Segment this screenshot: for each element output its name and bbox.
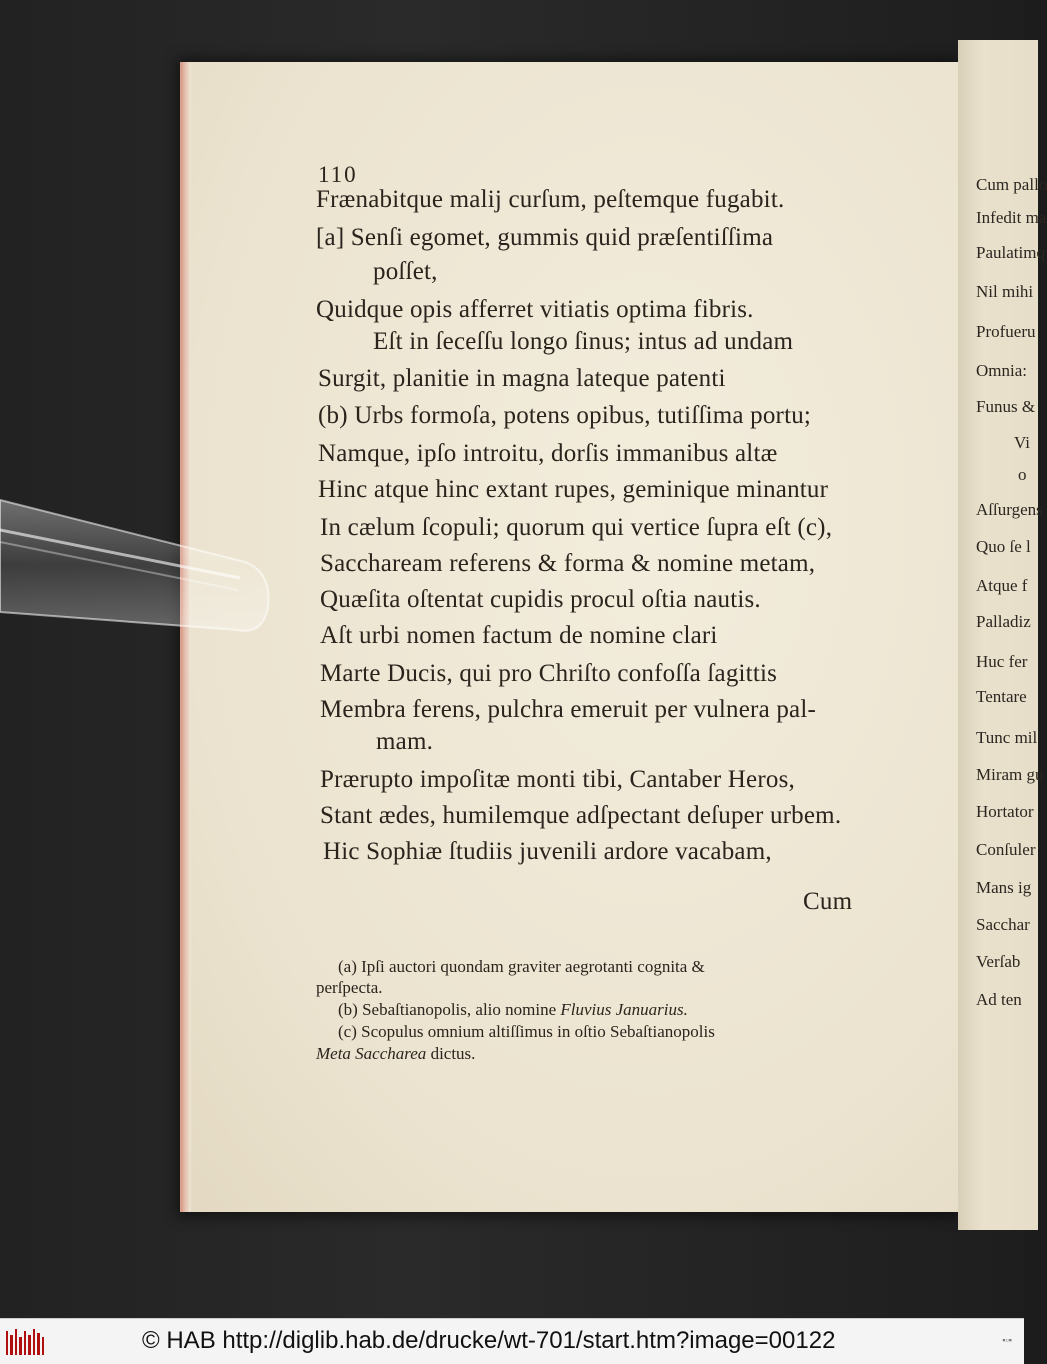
facing-line: Nil mihi xyxy=(976,282,1034,301)
facing-line: Tunc mil xyxy=(976,728,1038,747)
verse-line: Quidque opis afferret vitiatis optima fibris. xyxy=(316,296,754,323)
verse-line: Hinc atque hinc extant rupes, geminique minantur xyxy=(318,476,829,503)
verse-line: [a] Senſi egomet, gummis quid præſentiſſima xyxy=(316,224,774,251)
verse-line: Eſt in ſeceſſu longo ſinus; intus ad undam xyxy=(373,328,794,355)
facing-line: Atque f xyxy=(976,576,1028,595)
page-number: 110 xyxy=(318,162,358,187)
facing-line: Palladiz xyxy=(976,612,1031,631)
verse-line: Surgit, planitie in magna lateque patenti xyxy=(318,365,726,392)
footnote-c-italic: Meta Saccharea xyxy=(316,1044,427,1063)
facing-line: Aſſurgens xyxy=(976,500,1043,519)
footnote-c-end: dictus. xyxy=(430,1044,476,1063)
verse-line: Hic Sophiæ ſtudiis juvenili ardore vacabam, xyxy=(323,838,772,865)
book-page xyxy=(180,62,958,1212)
facing-line: o xyxy=(1018,465,1027,484)
facing-line: Vi xyxy=(1014,433,1030,452)
verse-line: poſſet, xyxy=(373,258,438,285)
facing-line: Infedit ma xyxy=(976,208,1047,227)
facing-page xyxy=(958,40,1047,1230)
facing-line: Hortator xyxy=(976,802,1034,821)
facing-line: Quo ſe l xyxy=(976,537,1031,556)
verse-line: Frænabitque malij curſum, peſtemque fugabit. xyxy=(316,186,785,213)
verse-line: mam. xyxy=(376,728,434,755)
facing-line: Cum pallo xyxy=(976,175,1047,194)
facing-line: Sacchar xyxy=(976,915,1030,934)
verse-line: Namque, ipſo introitu, dorſis immanibus altæ xyxy=(318,440,778,467)
footnote-b-text: (b) Sebaſtianopolis, alio nomine xyxy=(338,1000,557,1019)
verse-line: (b) Urbs formoſa, potens opibus, tutiſſima portu; xyxy=(318,402,812,429)
facing-line: Profueru xyxy=(976,322,1036,341)
facing-line: Mans ig xyxy=(976,878,1032,897)
facing-line: Verſab xyxy=(976,952,1021,971)
verse-line: In cælum ſcopuli; quorum qui vertice ſupra eſt (c), xyxy=(320,514,833,541)
footnote-a: (a) Ipſi auctori quondam graviter aegrotanti cognita & xyxy=(338,957,705,976)
verse-line: Prærupto impoſitæ monti tibi, Cantaber Heros, xyxy=(320,766,795,793)
verse-line: Stant ædes, humilemque adſpectant deſuper urbem. xyxy=(320,802,842,829)
verse-line: Aſt urbi nomen factum de nomine clari xyxy=(320,622,718,649)
footnote-c-cont xyxy=(316,1044,475,1064)
footnote-a-cont: perſpecta. xyxy=(316,978,383,997)
barcode-icon xyxy=(6,1327,44,1357)
footnote-b-italic: Fluvius Januarius. xyxy=(560,1000,688,1019)
facing-line: Miram gu xyxy=(976,765,1044,784)
facing-line: Tentare xyxy=(976,687,1027,706)
page-text xyxy=(183,62,958,1212)
facing-line: Huc fer xyxy=(976,652,1028,671)
verse-line: Membra ferens, pulchra emeruit per vulnera pal- xyxy=(320,696,816,723)
facing-line: Ad ten xyxy=(976,990,1022,1009)
footer-mark: ▪▫▪ xyxy=(1002,1335,1012,1345)
verse-line: Quæſita oſtentat cupidis procul oſtia nautis. xyxy=(320,586,761,613)
verse-line: Marte Ducis, qui pro Chriſto confoſſa ſagittis xyxy=(320,660,778,687)
catchword: Cum xyxy=(803,888,853,915)
footnote-c: (c) Scopulus omnium altiſſimus in oſtio Sebaſtianopolis xyxy=(338,1022,715,1041)
facing-line: Paulatimq xyxy=(976,243,1045,262)
facing-line: Omnia: xyxy=(976,361,1027,380)
verse-line: Sacchaream referens & forma & nomine metam, xyxy=(320,550,816,577)
footer-bar xyxy=(0,1318,1024,1364)
footnote-b xyxy=(338,1000,688,1020)
copyright-url: © HAB http://diglib.hab.de/drucke/wt-701/start.htm?image=00122 xyxy=(142,1327,836,1354)
facing-line: Funus & xyxy=(976,397,1036,416)
facing-line: Conſuler xyxy=(976,840,1036,859)
